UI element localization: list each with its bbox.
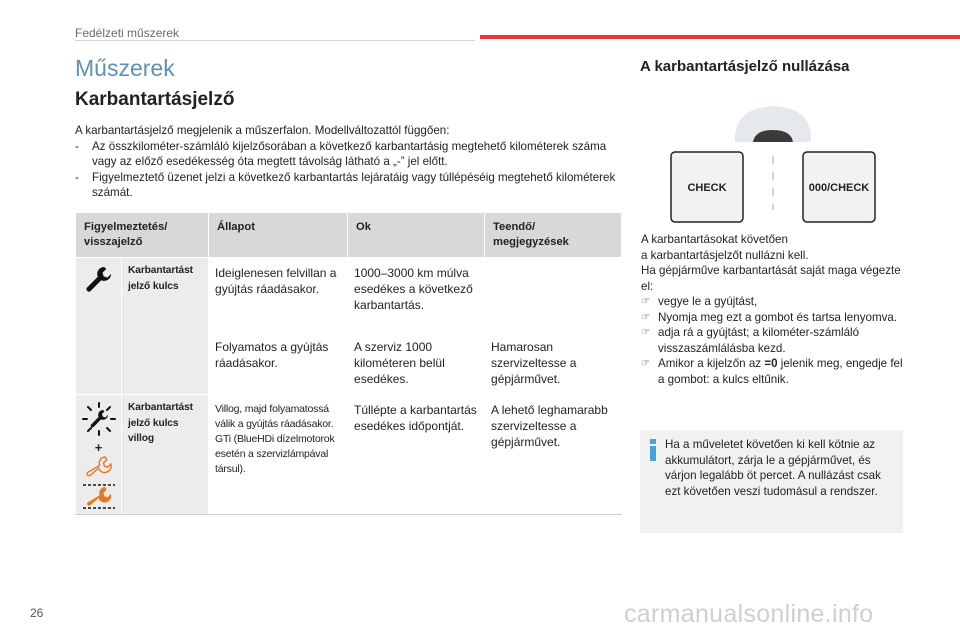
table-cell: Karbantartást jelző kulcs villog xyxy=(122,395,209,515)
page-title: Karbantartásjelző xyxy=(75,89,235,110)
reset-button-label: 000/CHECK xyxy=(808,182,870,194)
watermark: carmanualsonline.info xyxy=(624,600,874,628)
table-cell: Karbantartást jelző kulcs xyxy=(122,258,209,395)
hand-pointer-icon: ☞ xyxy=(641,311,650,323)
table-cell: Túllépte a karbantartás esedékes időpontját. xyxy=(348,395,485,515)
right-intro-line: a karbantartásjelzőt nullázni kell. xyxy=(641,248,809,262)
info-note xyxy=(640,430,903,533)
header-rule xyxy=(75,40,475,41)
table-header-cell: Ok xyxy=(348,213,485,258)
wrench-outline-icon xyxy=(85,456,113,478)
note-text: Ha a műveletet követően ki kell kötnie az akkumulátort, zárja le a gépjárművet, és várjon legalább öt percet. A nullázást csak ezt követően veszi tudomásul a rendszer. xyxy=(665,438,881,498)
intro-paragraph: A karbantartásjelző megjelenik a műszerfalon. Modellváltozattól függően: xyxy=(75,124,450,137)
info-icon xyxy=(648,439,658,461)
step-item: ☞ Amikor a kijelzőn az =0 jelenik meg, engedje fel a gombot: a kulcs eltűnik. xyxy=(641,357,903,386)
warning-table xyxy=(75,212,622,515)
hand-pointer-icon: ☞ xyxy=(641,296,650,307)
table-row xyxy=(76,395,622,515)
right-instructions xyxy=(641,232,903,387)
table-header-cell: Állapot xyxy=(209,213,348,258)
table-icon-cell xyxy=(76,258,122,395)
table-cell: A lehető leghamarabb szervizeltesse a gépjárművet. xyxy=(485,395,622,515)
table-row xyxy=(76,258,622,332)
table-cell xyxy=(485,258,622,332)
table-cell: Folyamatos a gyújtás ráadásakor. xyxy=(209,332,348,395)
wrench-highlight-icon xyxy=(83,483,115,509)
page-number: 26 xyxy=(30,606,44,620)
intro-text xyxy=(75,123,620,201)
table-cell: Hamarosan szervizeltesse a gépjárművet. xyxy=(485,332,622,395)
table-icon-cell xyxy=(76,395,122,515)
hand-pointer-icon: ☞ xyxy=(641,358,650,369)
intro-bullet-1: - Az összkilométer-számláló kijelzősorában a következő karbantartásig megtehető kilométerek száma vagy az előző esedékesség óta megtett távolság látható a „-” jel előtt. xyxy=(75,139,607,168)
wrench-flashing-icon xyxy=(81,401,117,437)
right-intro-line: Ha gépjárműve karbantartását saját maga végezte el: xyxy=(641,264,901,293)
step-item: ☞ adja rá a gyújtást; a kilométer-számláló visszaszámlálásba kezd. xyxy=(641,326,860,355)
plus-sign: + xyxy=(94,440,103,455)
header-accent-bar xyxy=(480,35,960,39)
intro-bullet-2: - Figyelmeztető üzenet jelzi a következő karbantartás lejáratáig vagy túllépéséig megtehető kilométerek számát. xyxy=(75,170,616,199)
table-header-cell: Teendő/ megjegyzések xyxy=(485,213,622,258)
table-cell: A szerviz 1000 kilométeren belül esedékes. xyxy=(348,332,485,395)
check-button-label: CHECK xyxy=(687,182,727,194)
step-item: ☞ vegye le a gyújtást, xyxy=(641,295,758,308)
step-item: ☞ Nyomja meg ezt a gombot és tartsa lenyomva. xyxy=(641,310,898,324)
hand-pointer-icon: ☞ xyxy=(641,327,650,338)
table-header-cell: Figyelmeztetés/ visszajelző xyxy=(76,213,209,258)
header-section-label: Fedélzeti műszerek xyxy=(75,26,180,40)
table-cell: Ideiglenesen felvillan a gyújtás ráadásakor. xyxy=(209,258,348,332)
table-cell: 1000–3000 km múlva esedékes a következő karbantartás. xyxy=(348,258,485,332)
instrument-panel-illustration xyxy=(665,100,885,230)
right-title: A karbantartásjelző nullázása xyxy=(640,58,850,75)
right-intro-line: A karbantartásokat követően xyxy=(641,233,788,246)
table-cell: Villog, majd folyamatossá válik a gyújtás ráadásakor. GTi (BlueHDi dízelmotorok esetén a szervizlámpával társul). xyxy=(209,395,348,515)
wrench-icon xyxy=(83,264,115,296)
table-header-row xyxy=(76,213,622,258)
section-title: Műszerek xyxy=(75,55,175,81)
